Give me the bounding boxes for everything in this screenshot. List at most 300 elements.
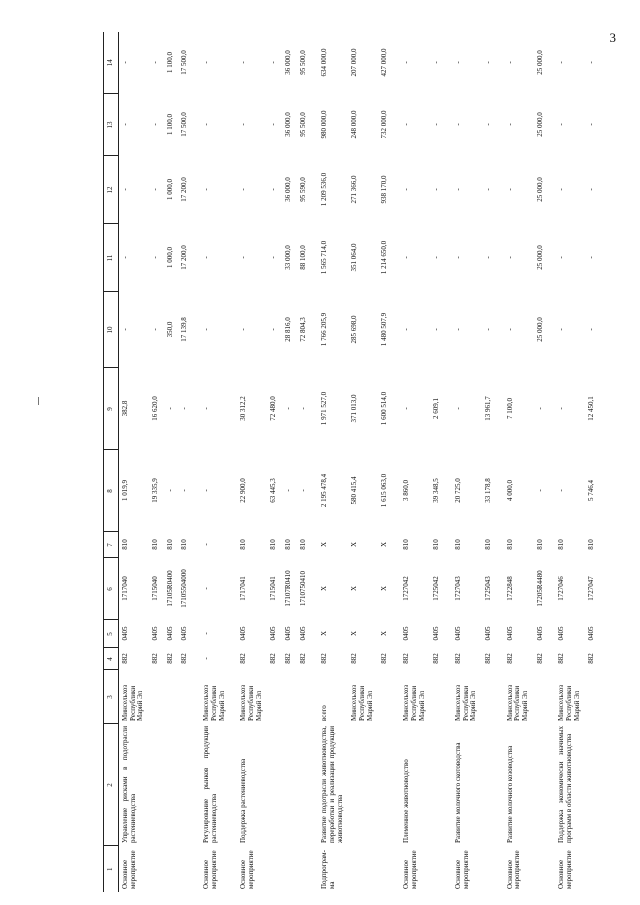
table-cell: - <box>453 328 462 331</box>
table-cell: - <box>283 489 292 492</box>
table-cell: Основное мероприятие <box>202 850 218 889</box>
table-cell: - <box>151 256 160 259</box>
table-cell <box>534 846 549 892</box>
table-cell <box>534 724 549 846</box>
table-cell: 28 816,0 <box>283 317 292 342</box>
table-cell: 1 019,9 <box>121 480 129 501</box>
table-cell: 0405 <box>269 626 278 641</box>
col-header: 4 <box>104 648 119 670</box>
row-spacer <box>393 32 400 892</box>
table-cell: Развитие молочного козоводства <box>505 745 514 843</box>
table-cell: 882 <box>453 653 462 664</box>
header-row <box>104 32 119 892</box>
table-cell: 95 500,0 <box>298 112 307 137</box>
table-cell: - <box>557 123 566 126</box>
table-cell: 17105R0400 <box>165 570 174 607</box>
table-cell: 19 335,9 <box>151 478 160 503</box>
table-cell: 0405 <box>151 626 160 641</box>
table-cell: - <box>402 61 411 64</box>
table-cell <box>149 724 164 846</box>
table-cell <box>149 670 164 724</box>
table-cell <box>164 846 179 892</box>
table-cell: 882 <box>535 653 544 664</box>
table-cell <box>348 846 378 892</box>
col-header: 6 <box>104 558 119 620</box>
table-cell: - <box>402 256 411 259</box>
table-cell: 938 170,0 <box>380 175 389 204</box>
table-cell: 1727047 <box>587 576 596 601</box>
table-cell: 882 <box>483 653 492 664</box>
table-cell: Минсельхоз Республики Марий Эл <box>453 684 478 721</box>
table-cell: - <box>298 407 307 410</box>
table-cell <box>430 846 445 892</box>
table-cell: 20 725,0 <box>453 478 462 503</box>
table-cell: - <box>202 188 211 191</box>
table-cell: X <box>380 585 389 592</box>
table-cell: 882 <box>320 653 329 664</box>
table-row <box>504 32 534 892</box>
table-cell: 33 178,8 <box>483 478 492 503</box>
table-row <box>318 32 348 892</box>
table-cell: - <box>151 328 160 331</box>
table-cell <box>482 670 497 724</box>
table-cell: 0405 <box>483 626 492 641</box>
table-cell: 350,0 <box>165 321 174 338</box>
table-row <box>482 32 497 892</box>
table-cell: 1 600 514,0 <box>380 391 389 426</box>
table-cell: - <box>587 188 596 191</box>
table-cell: 0405 <box>587 626 596 641</box>
table-cell <box>482 846 497 892</box>
table-cell: - <box>202 657 211 660</box>
table-cell: 351 064,0 <box>350 243 359 272</box>
table-cell: 5 746,4 <box>587 480 596 501</box>
table-cell: 810 <box>535 539 544 550</box>
table-cell: 882 <box>180 653 189 664</box>
table-cell <box>585 846 600 892</box>
col-header: 12 <box>104 156 119 224</box>
table-cell: 810 <box>121 539 129 550</box>
page-number: 3 <box>609 30 616 45</box>
table-cell <box>430 724 445 846</box>
table-cell: Основное мероприятие <box>239 850 255 889</box>
table-cell: - <box>535 407 544 410</box>
table-cell: - <box>432 188 441 191</box>
col-header: 7 <box>104 532 119 558</box>
table-cell <box>282 724 297 846</box>
table-cell: - <box>535 489 544 492</box>
table-cell: 882 <box>283 653 292 664</box>
table-cell: 810 <box>269 539 278 550</box>
table-cell: Развитие молочного скотоводства <box>453 742 462 843</box>
table-cell: - <box>453 61 462 64</box>
table-cell: 1710750410 <box>298 571 307 606</box>
table-cell: - <box>483 123 492 126</box>
table-cell: - <box>402 328 411 331</box>
table-cell: 882 <box>587 653 596 664</box>
table-cell: - <box>557 407 566 410</box>
table-cell: 882 <box>298 653 307 664</box>
table-cell: Минсельхоз Республики Марий Эл <box>402 684 426 721</box>
table-cell: - <box>557 328 566 331</box>
table-cell: Минсельхоз Республики Марий Эл <box>202 684 226 721</box>
table-cell: - <box>121 328 129 331</box>
table-cell: - <box>165 407 174 410</box>
table-cell: Минсельхоз Республики Марий Эл <box>121 684 145 721</box>
table-cell: 30 312,2 <box>239 396 248 421</box>
table-row <box>452 32 482 892</box>
table-cell: Развитие подотрасли животноводства, переработки и реализации продукции животноводства <box>320 726 344 843</box>
table-cell: 810 <box>151 539 160 550</box>
table-cell: 36 000,0 <box>283 112 292 137</box>
table-cell: - <box>483 256 492 259</box>
table-cell <box>267 724 282 846</box>
table-cell: 1 209 536,0 <box>320 172 329 207</box>
table-cell: - <box>269 61 278 64</box>
col-header: 10 <box>104 292 119 368</box>
table-cell <box>267 846 282 892</box>
table-cell: 1 000,0 <box>165 247 174 268</box>
table-cell: 72 804,3 <box>298 317 307 342</box>
table-row <box>149 32 164 892</box>
table-cell: 207 000,0 <box>350 48 359 77</box>
table-cell: - <box>587 328 596 331</box>
table-cell: 16 620,0 <box>151 396 160 421</box>
table-row <box>555 32 585 892</box>
table-cell <box>297 670 312 724</box>
table-cell <box>585 670 600 724</box>
table-cell: - <box>453 188 462 191</box>
table-cell: - <box>202 328 211 331</box>
table-cell <box>282 846 297 892</box>
row-spacer <box>230 32 237 892</box>
table-cell: 1727042 <box>402 576 411 601</box>
table-row <box>178 32 193 892</box>
table-cell: - <box>402 407 411 410</box>
table-cell: Подпрограм-ма <box>320 850 336 889</box>
table-cell: 248 000,0 <box>350 110 359 139</box>
table-cell: 1722848 <box>505 576 514 601</box>
table-cell: - <box>483 328 492 331</box>
center-mark <box>38 397 39 405</box>
table-cell: 1717041 <box>239 576 248 601</box>
table-cell: - <box>432 256 441 259</box>
table-cell: 634 000,0 <box>320 48 329 77</box>
table-cell: 0405 <box>432 626 441 641</box>
table-row <box>282 32 297 892</box>
table-cell: - <box>453 407 462 410</box>
table-cell: 1 100,0 <box>165 52 174 73</box>
table-cell: - <box>269 123 278 126</box>
spacer-cell <box>393 32 400 892</box>
table-row <box>400 32 430 892</box>
table-cell: 980 000,0 <box>320 110 329 139</box>
table-cell: X <box>380 630 389 637</box>
table-cell: 4 000,0 <box>505 480 514 501</box>
table-cell: 17205R4480 <box>535 570 544 607</box>
table-cell: Племенное животноводство <box>402 759 411 843</box>
spacer-cell <box>311 32 318 892</box>
table-cell: 1717040 <box>121 576 129 601</box>
table-cell: - <box>587 123 596 126</box>
table-cell: 63 445,3 <box>269 478 278 503</box>
table-cell: 36 000,0 <box>283 50 292 75</box>
table-cell: 882 <box>269 653 278 664</box>
table-row <box>585 32 600 892</box>
table-cell: 882 <box>165 653 174 664</box>
table-cell: 882 <box>432 653 441 664</box>
table-cell: 95 500,0 <box>298 50 307 75</box>
table-cell <box>534 670 549 724</box>
table-cell: - <box>121 188 129 191</box>
table-cell: - <box>202 256 211 259</box>
table-cell: - <box>239 256 248 259</box>
table-cell: 1 214 650,0 <box>380 240 389 275</box>
table-cell: 371 013,0 <box>350 394 359 423</box>
table-cell: Поддержка растениеводства <box>239 758 248 843</box>
table-cell: 17105504000 <box>180 569 189 608</box>
table-cell: 1727043 <box>453 576 462 601</box>
table-cell: X <box>380 541 389 548</box>
table-row <box>119 32 150 892</box>
table-cell: X <box>320 630 329 637</box>
table-cell: 0405 <box>557 626 566 641</box>
table-cell <box>430 670 445 724</box>
table-cell: 0405 <box>535 626 544 641</box>
table-cell: - <box>432 123 441 126</box>
table-cell: Регулирование рынков продукции растениеводства <box>202 726 218 843</box>
table-cell: 1 971 527,0 <box>320 391 329 426</box>
col-header: 8 <box>104 450 119 532</box>
table-cell: - <box>269 188 278 191</box>
table-cell: X <box>350 630 359 637</box>
table-cell: 17107R0410 <box>283 570 292 607</box>
table-cell: - <box>151 188 160 191</box>
table-cell: 810 <box>483 539 492 550</box>
table-cell: 0405 <box>505 626 514 641</box>
table-cell: - <box>505 188 514 191</box>
table-cell: всего <box>320 705 329 721</box>
table-row <box>378 32 393 892</box>
row-spacer <box>445 32 452 892</box>
table-cell: - <box>202 61 211 64</box>
table-cell: 810 <box>505 539 514 550</box>
budget-table <box>103 32 600 892</box>
table-cell <box>282 670 297 724</box>
table-cell: - <box>557 188 566 191</box>
table-cell: Поддержка экономически значимых программ в области животноводства <box>557 726 574 843</box>
table-cell: 12 450,1 <box>587 396 596 421</box>
table-cell: - <box>432 61 441 64</box>
table-cell <box>267 670 282 724</box>
table-cell: 17 139,8 <box>180 317 189 342</box>
table-cell <box>482 724 497 846</box>
table-cell <box>178 724 193 846</box>
table-cell: Основное мероприятие <box>505 850 522 889</box>
table-cell: 1 100,0 <box>165 114 174 135</box>
table-cell: 7 100,0 <box>505 398 514 419</box>
table-cell: - <box>121 61 129 64</box>
table-cell: - <box>239 61 248 64</box>
table-cell: 17 200,0 <box>180 245 189 270</box>
row-spacer <box>311 32 318 892</box>
table-cell: 13 961,7 <box>483 396 492 421</box>
table-cell: - <box>283 407 292 410</box>
table-cell: - <box>298 489 307 492</box>
row-spacer <box>193 32 200 892</box>
rotated-table-frame <box>103 32 637 892</box>
table-cell: 882 <box>239 653 248 664</box>
table-cell: - <box>239 188 248 191</box>
table-cell: 1 000,0 <box>165 179 174 200</box>
table-row <box>267 32 282 892</box>
table-cell: 17 200,0 <box>180 177 189 202</box>
table-cell <box>297 846 312 892</box>
table-cell: - <box>587 61 596 64</box>
table-cell: - <box>587 256 596 259</box>
table-cell <box>585 724 600 846</box>
table-cell: 1 766 205,9 <box>320 312 329 347</box>
table-row <box>164 32 179 892</box>
table-cell: 882 <box>402 653 411 664</box>
table-cell: Минсельхоз Республики Марий Эл <box>505 684 529 721</box>
table-cell: - <box>202 543 211 546</box>
table-cell: 25 000,0 <box>535 245 544 270</box>
table-cell <box>378 670 393 724</box>
table-cell: 17 500,0 <box>180 50 189 75</box>
table-cell: 271 366,0 <box>350 175 359 204</box>
table-cell: 33 000,0 <box>283 245 292 270</box>
spacer-cell <box>548 32 555 892</box>
table-cell: - <box>505 256 514 259</box>
table-cell: Управление рисками в подотрасли растениеводства <box>121 726 137 843</box>
table-cell <box>378 724 393 846</box>
col-header: 3 <box>104 670 119 724</box>
table-cell: 17 500,0 <box>180 112 189 137</box>
table-cell: - <box>505 123 514 126</box>
table-cell <box>149 846 164 892</box>
table-cell: 22 900,0 <box>239 478 248 503</box>
table-cell: - <box>202 632 211 635</box>
table-cell: 0405 <box>121 626 129 641</box>
table-cell: 810 <box>402 539 411 550</box>
table-cell: 882 <box>505 653 514 664</box>
table-cell: 882 <box>151 653 160 664</box>
table-cell: 810 <box>432 539 441 550</box>
table-cell: X <box>350 541 359 548</box>
table-cell: 2 195 478,4 <box>320 473 329 508</box>
table-cell: 810 <box>557 539 566 550</box>
table-body <box>119 32 601 892</box>
spacer-cell <box>445 32 452 892</box>
table-cell: 36 000,0 <box>283 177 292 202</box>
col-header: 5 <box>104 620 119 648</box>
table-cell <box>297 724 312 846</box>
col-header: 11 <box>104 224 119 292</box>
table-cell: Минсельхоз Республики Марий Эл <box>557 684 581 721</box>
spacer-cell <box>193 32 200 892</box>
table-cell: 285 698,0 <box>350 315 359 344</box>
table-cell: Основное мероприятие <box>402 850 418 889</box>
table-row <box>297 32 312 892</box>
table-cell: - <box>151 123 160 126</box>
col-header: 13 <box>104 94 119 156</box>
table-cell: 1 480 507,9 <box>380 312 389 347</box>
table-cell: - <box>180 407 189 410</box>
table-cell: 1715040 <box>151 576 160 601</box>
table-cell <box>164 670 179 724</box>
table-cell: Основное мероприятие <box>121 850 137 889</box>
table-cell: - <box>483 188 492 191</box>
table-cell <box>178 670 193 724</box>
table-cell: 0405 <box>283 626 292 641</box>
table-cell: - <box>402 188 411 191</box>
table-cell: - <box>165 489 174 492</box>
table-cell: 72 480,0 <box>269 396 278 421</box>
table-cell <box>164 724 179 846</box>
table-row <box>200 32 230 892</box>
table-cell: Основное мероприятие <box>557 850 574 889</box>
table-cell: 580 415,4 <box>350 476 359 505</box>
table-cell: 810 <box>587 539 596 550</box>
table-cell <box>348 724 378 846</box>
table-cell: - <box>151 61 160 64</box>
table-cell: - <box>557 256 566 259</box>
table-cell: 0405 <box>402 626 411 641</box>
table-cell: 810 <box>239 539 248 550</box>
table-cell: 732 000,0 <box>380 110 389 139</box>
table-cell: 810 <box>453 539 462 550</box>
table-cell: - <box>239 123 248 126</box>
table-cell: - <box>269 256 278 259</box>
table-cell: 882 <box>380 653 389 664</box>
table-cell: - <box>202 489 211 492</box>
table-cell: 25 000,0 <box>535 317 544 342</box>
row-spacer <box>548 32 555 892</box>
table-cell: 882 <box>557 653 566 664</box>
table-cell: 1 565 714,0 <box>320 240 329 275</box>
table-cell: 1725042 <box>432 576 441 601</box>
spacer-cell <box>497 32 504 892</box>
table-cell: 3 860,0 <box>402 480 411 501</box>
table-cell <box>178 846 193 892</box>
table-cell: 0405 <box>453 626 462 641</box>
table-cell: - <box>432 328 441 331</box>
table-cell: - <box>483 61 492 64</box>
table-cell: - <box>121 256 129 259</box>
table-cell: 1725043 <box>483 576 492 601</box>
spacer-cell <box>230 32 237 892</box>
row-spacer <box>497 32 504 892</box>
table-cell: 95 590,0 <box>298 177 307 202</box>
table-row <box>430 32 445 892</box>
table-cell: 810 <box>165 539 174 550</box>
table-cell: X <box>320 541 329 548</box>
table-cell: 1 615 063,0 <box>380 473 389 508</box>
table-cell: 810 <box>298 539 307 550</box>
col-header: 9 <box>104 368 119 450</box>
table-cell: X <box>320 585 329 592</box>
table-row <box>237 32 267 892</box>
col-header: 1 <box>104 846 119 892</box>
table-cell: 1715041 <box>269 576 278 601</box>
table-cell: 0405 <box>180 626 189 641</box>
table-cell: - <box>202 587 211 590</box>
table-cell: - <box>202 123 211 126</box>
table-cell <box>378 846 393 892</box>
table-cell: 0405 <box>298 626 307 641</box>
table-cell: - <box>453 256 462 259</box>
